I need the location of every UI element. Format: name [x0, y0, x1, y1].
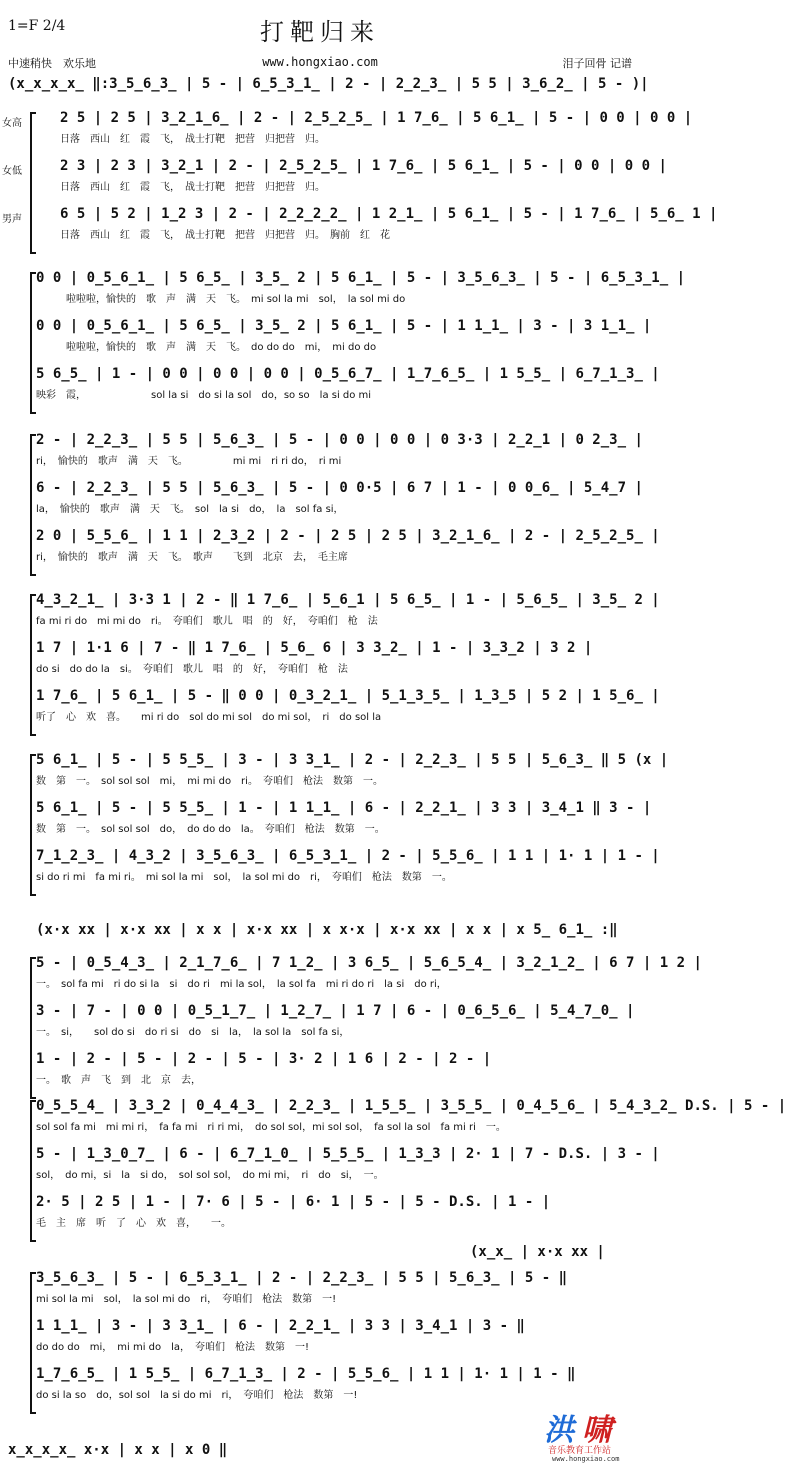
notation-row: 1 7̲6̲ | 5 6̲1̲ | 5 - ‖ 0 0 | 0̲3̲2̲1̲ | 5̲1̲3̲5̲ | 1̲3̲5 | 5 2 | 1 5̲6̲ |	[36, 688, 660, 704]
notation-row: 5 6̲1̲ | 5 - | 5 5̲5̲ | 1 - | 1 1̲1̲ | 6 - | 2̲2̲1̲ | 3 3 | 3̲4̲1 ‖ 3 - |	[36, 800, 652, 816]
logo-url: www.hongxiao.com	[552, 1455, 620, 1463]
lyric-row: do si la so do，sol sol la si do mi ri， 夸咱们 枪法 数第 一!	[36, 1390, 358, 1401]
song-title: 打靶归来	[260, 18, 380, 46]
lyric-row: 数 第 一。 sol sol sol do， do do do la。 夸咱们 枪法 数第 一。	[36, 824, 385, 835]
lyric-row: 毛 主 席 听 了 心 欢 喜， 一。	[36, 1218, 231, 1229]
notation-row: 4̲3̲2̲1̲ | 3·3 1 | 2 - ‖ 1 7̲6̲ | 5̲6̲1 | 5 6̲5̲ | 1 - | 5̲6̲5̲ | 3̲5̲ 2 |	[36, 592, 660, 608]
lyric-row: 日落 西山 红 霞 飞， 战士打靶 把营 归把营 归。	[60, 134, 325, 145]
notation-row: 1 1̲1̲ | 3 - | 3 3̲1̲ | 6 - | 2̲2̲1̲ | 3 3 | 3̲4̲1 | 3 - ‖	[36, 1318, 525, 1334]
logo-glyph-b: 啸	[582, 1413, 612, 1448]
notation-row: 7̲1̲2̲3̲ | 4̲3̲2 | 3̲5̲6̲3̲ | 6̲5̲3̲1̲ | 2 - | 5̲5̲6̲ | 1 1 | 1· 1 | 1 - |	[36, 848, 660, 864]
lyric-row: sol sol fa mi mi mi ri， fa fa mi ri ri mi， do sol sol，mi sol sol， fa sol la sol fa mi ri 一。	[36, 1122, 506, 1133]
notation-row: 5 6̲5̲ | 1 - | 0 0 | 0 0 | 0 0 | 0̲5̲6̲7̲ | 1̲7̲6̲5̲ | 1 5̲5̲ | 6̲7̲1̲3̲ |	[36, 366, 660, 382]
lyric-row: fa mi ri do mi mi do ri。 夸咱们 歌儿 唱 的 好， 夸咱们 枪 法	[36, 616, 378, 627]
part-label: 女高	[2, 118, 22, 129]
notation-row: 1 - | 2 - | 5 - | 2 - | 5 - | 3· 2 | 1 6 | 2 - | 2 - |	[36, 1051, 492, 1067]
notation-row: 0 0 | 0̲5̲6̲1̲ | 5 6̲5̲ | 3̲5̲ 2 | 5 6̲1̲ | 5 - | 3̲5̲6̲3̲ | 5 - | 6̲5̲3̲1̲ |	[36, 270, 686, 286]
notation-row: 5 6̲1̲ | 5 - | 5 5̲5̲ | 3 - | 3 3̲1̲ | 2 - | 2̲2̲3̲ | 5 5 | 5̲6̲3̲ ‖ 5 (x |	[36, 752, 669, 768]
lyric-row: la， 愉快的 歌声 满 天 飞。 sol la si do， la sol fa si，	[36, 504, 344, 515]
lyric-row: do si do do la si。 夸咱们 歌儿 唱 的 好， 夸咱们 枪 法	[36, 664, 348, 675]
lyric-row: 日落 西山 红 霞 飞， 战士打靶 把营 归把营 归。 胸前 红 花	[60, 230, 390, 241]
website-link[interactable]: www.hongxiao.com	[262, 55, 378, 69]
rhythm-prefix: (x̲x̲ | x·x xx |	[470, 1244, 605, 1260]
lyric-row: 数 第 一。 sol sol sol mi， mi mi do ri。 夸咱们 枪法 数第 一。	[36, 776, 383, 787]
logo-glyph-a: 洪	[544, 1413, 574, 1448]
system-bracket	[30, 112, 36, 254]
notation-row: 5 - | 0̲5̲4̲3̲ | 2̲1̲7̲6̲ | 7 1̲2̲ | 3 6̲5̲ | 5̲6̲5̲4̲ | 3̲2̲1̲2̲ | 6 7 | 1 2 |	[36, 955, 702, 971]
notation-row: 2 3 | 2 3 | 3̲2̲1 | 2 - | 2̲5̲2̲5̲ | 1 7̲6̲ | 5 6̲1̲ | 5 - | 0 0 | 0 0 |	[60, 158, 667, 174]
tempo-marking: 中速稍快 欢乐地	[8, 57, 96, 70]
notation-row: 3̲5̲6̲3̲ | 5 - | 6̲5̲3̲1̲ | 2 - | 2̲2̲3̲ | 5 5 | 5̲6̲3̲ | 5 - ‖	[36, 1270, 568, 1286]
lyric-row: 啦啦啦，愉快的 歌 声 满 天 飞。 mi sol la mi sol， la sol mi do	[36, 294, 406, 305]
notation-row: 0̲5̲5̲4̲ | 3̲3̲2 | 0̲4̲4̲3̲ | 2̲2̲3̲ | 1̲5̲5̲ | 3̲5̲5̲ | 0̲4̲5̲6̲ | 5̲4̲3̲2̲ D.S. | 5 - |	[36, 1098, 786, 1114]
lyric-row: 啦啦啦，愉快的 歌 声 满 天 飞。 do do do mi， mi do do	[36, 342, 377, 353]
intro-line: (x̲x̲x̲x̲ ‖:3̲5̲6̲3̲ | 5 - | 6̲5̲3̲1̲ | 2 - | 2̲2̲3̲ | 5 5 | 3̲6̲2̲ | 5 - )|	[8, 76, 649, 92]
logo-subtitle: 音乐教育工作站	[548, 1446, 612, 1456]
lyric-row: 一。 si， sol do si do ri si do si la， la sol la sol fa si，	[36, 1027, 350, 1038]
notation-row: (x·x xx | x·x xx | x x | x·x xx | x x·x | x·x xx | x x | x 5̲ 6̲1̲ :‖	[36, 922, 618, 938]
notation-row: 5 - | 1̲3̲0̲7̲ | 6 - | 6̲7̲1̲0̲ | 5̲5̲5̲ | 1̲3̲3 | 2· 1 | 7 - D.S. | 3 - |	[36, 1146, 660, 1162]
lyric-row: 一。 歌 声 飞 到 北 京 去，	[36, 1075, 201, 1086]
notation-row: 1 7 | 1·1 6 | 7 - ‖ 1 7̲6̲ | 5̲6̲ 6 | 3 3̲2̲ | 1 - | 3̲3̲2 | 3 2 |	[36, 640, 593, 656]
lyric-row: 映彩 霞， sol la si do si la sol do，so so la si do mi	[36, 390, 372, 401]
transcriber-credit: 泪子回骨 记谱	[562, 57, 632, 70]
lyric-row: 听了 心 欢 喜。 mi ri do sol do mi sol do mi sol， ri do sol la	[36, 712, 382, 723]
notation-row: 3 - | 7 - | 0 0 | 0̲5̲1̲7̲ | 1̲2̲7̲ | 1 7 | 6 - | 0̲6̲5̲6̲ | 5̲4̲7̲0̲ |	[36, 1003, 635, 1019]
part-label: 女低	[2, 166, 22, 177]
notation-row: 2 - | 2̲2̲3̲ | 5 5 | 5̲6̲3̲ | 5 - | 0 0 | 0 0 | 0 3·3 | 2̲2̲1 | 0 2̲3̲ |	[36, 432, 643, 448]
key-signature: 1=F 2/4	[8, 18, 66, 34]
notation-row: 6 5 | 5 2 | 1̲2 3 | 2 - | 2̲2̲2̲2̲ | 1 2̲1̲ | 5 6̲1̲ | 5 - | 1 7̲6̲ | 5̲6̲ 1 |	[60, 206, 718, 222]
notation-row: 2 5 | 2 5 | 3̲2̲1̲6̲ | 2 - | 2̲5̲2̲5̲ | 1 7̲6̲ | 5 6̲1̲ | 5 - | 0 0 | 0 0 |	[60, 110, 693, 126]
part-label: 男声	[2, 214, 22, 225]
notation-row: 2· 5 | 2 5 | 1 - | 7· 6 | 5 - | 6· 1 | 5 - | 5 - D.S. | 1 - |	[36, 1194, 551, 1210]
lyric-row: ri， 愉快的 歌声 满 天 飞。 歌声 飞到 北京 去， 毛主席	[36, 552, 348, 563]
ending-rhythm: x̲x̲x̲x̲ x·x | x x | x 0 ‖	[8, 1442, 228, 1458]
notation-row: 1̲7̲6̲5̲ | 1 5̲5̲ | 6̲7̲1̲3̲ | 2 - | 5̲5̲6̲ | 1 1 | 1· 1 | 1 - ‖	[36, 1366, 576, 1382]
site-logo	[538, 1405, 634, 1465]
lyric-row: do do do mi， mi mi do la， 夸咱们 枪法 数第 一!	[36, 1342, 310, 1353]
lyric-row: sol， do mi，si la si do， sol sol sol， do mi mi， ri do si， 一。	[36, 1170, 384, 1181]
lyric-row: mi sol la mi sol， la sol mi do ri， 夸咱们 枪法 数第 一!	[36, 1294, 337, 1305]
notation-row: 0 0 | 0̲5̲6̲1̲ | 5 6̲5̲ | 3̲5̲ 2 | 5 6̲1̲ | 5 - | 1 1̲1̲ | 3 - | 3 1̲1̲ |	[36, 318, 652, 334]
lyric-row: ri， 愉快的 歌声 满 天 飞。 mi mi ri ri do， ri mi	[36, 456, 342, 467]
notation-row: 6 - | 2̲2̲3̲ | 5 5 | 5̲6̲3̲ | 5 - | 0 0·5 | 6 7 | 1 - | 0 0̲6̲ | 5̲4̲7 |	[36, 480, 643, 496]
notation-row: 2 0 | 5̲5̲6̲ | 1 1 | 2̲3̲2 | 2 - | 2 5 | 2 5 | 3̲2̲1̲6̲ | 2 - | 2̲5̲2̲5̲ |	[36, 528, 660, 544]
lyric-row: si do ri mi fa mi ri。 mi sol la mi sol， la sol mi do ri， 夸咱们 枪法 数第 一。	[36, 872, 452, 883]
lyric-row: 日落 西山 红 霞 飞， 战士打靶 把营 归把营 归。	[60, 182, 325, 193]
lyric-row: 一。 sol fa mi ri do si la si do ri mi la sol， la sol fa mi ri do ri la si do ri，	[36, 979, 447, 990]
